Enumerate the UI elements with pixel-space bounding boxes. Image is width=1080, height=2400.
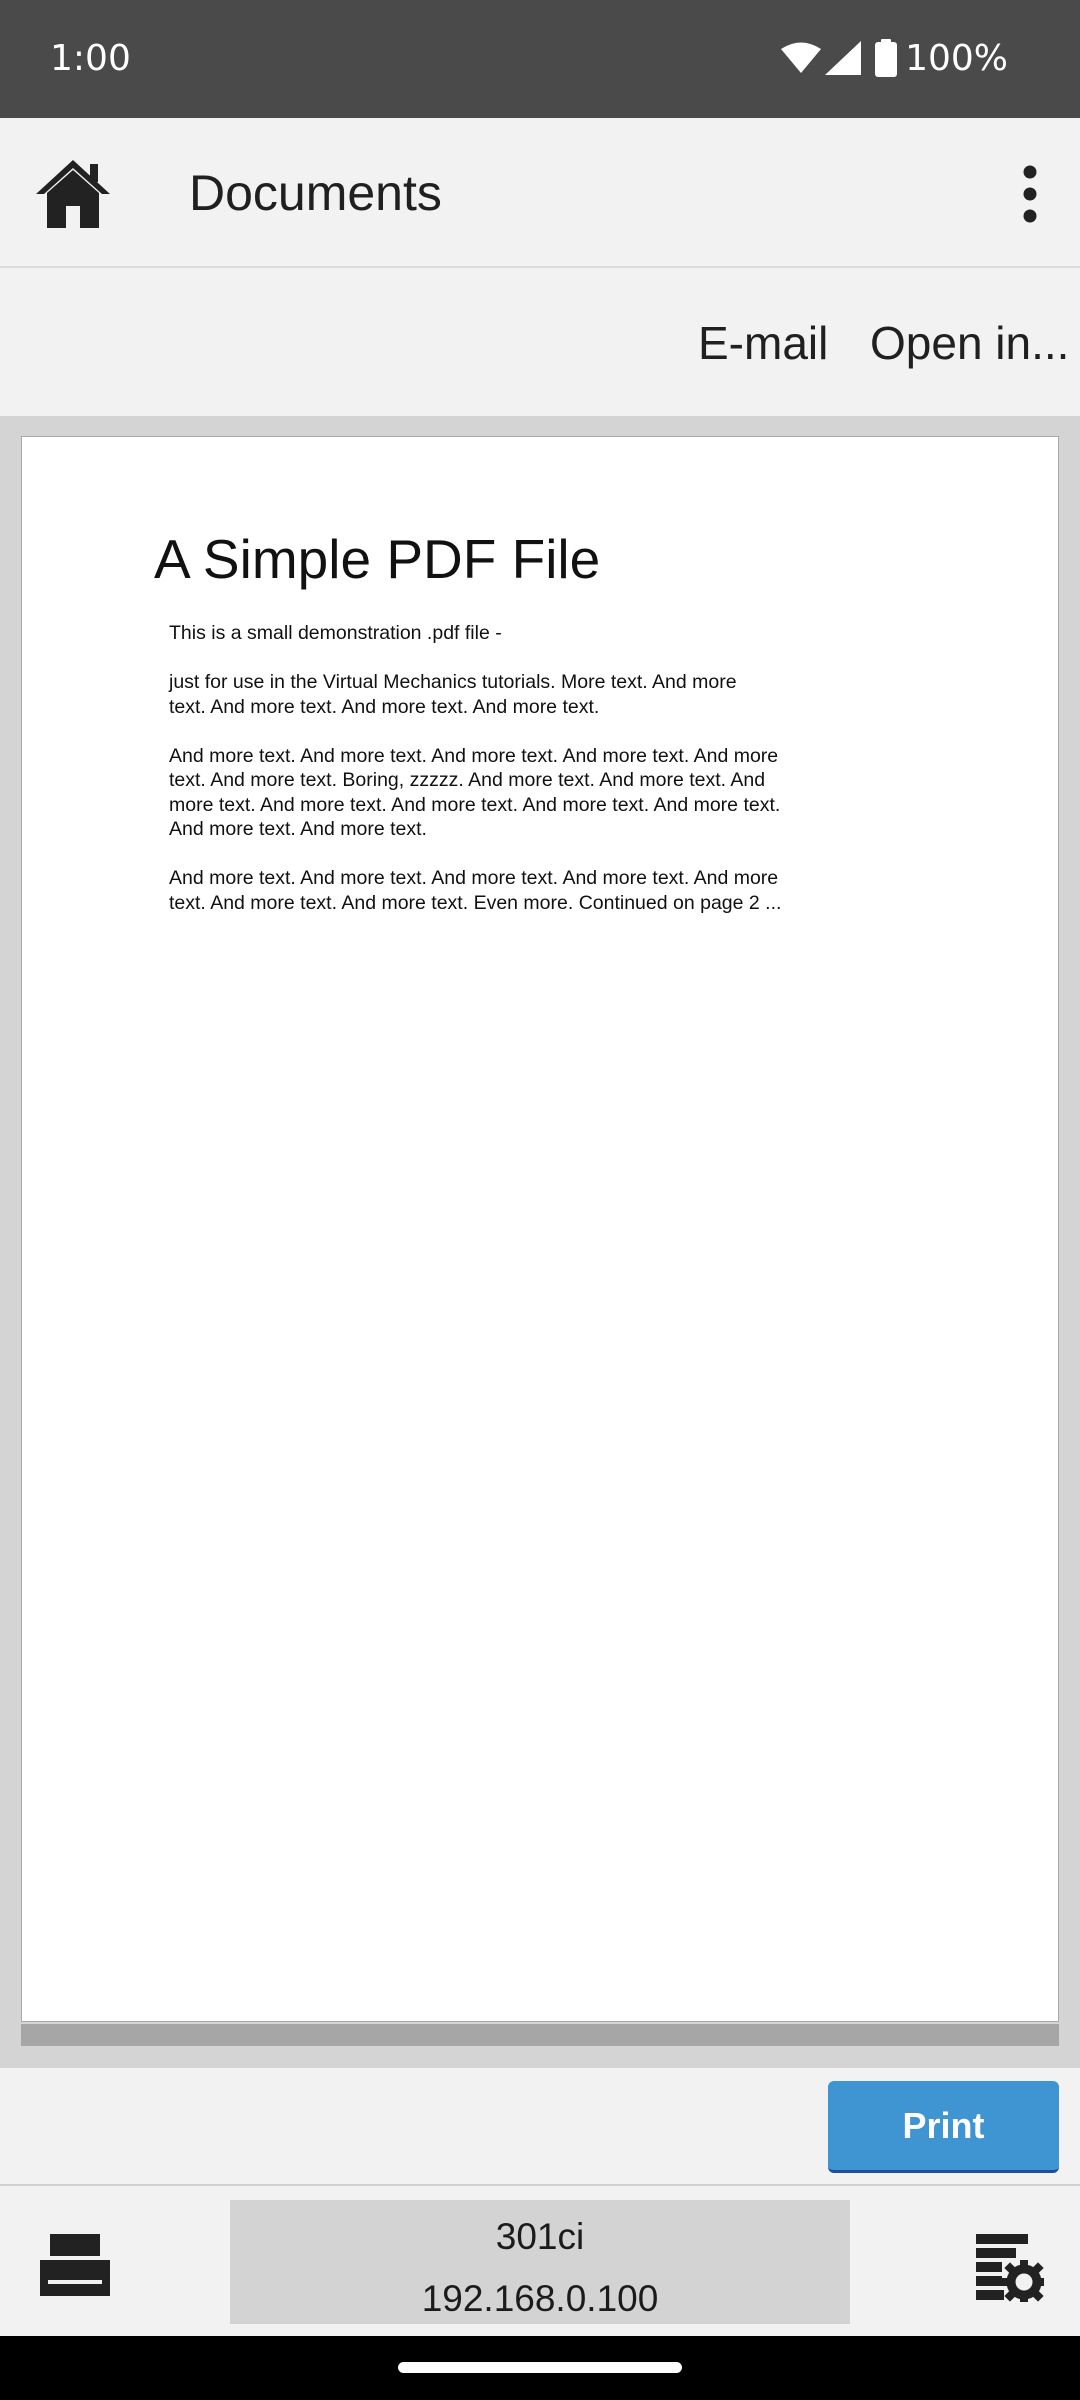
print-row [0, 2068, 1080, 2186]
email-button[interactable]: E-mail [698, 317, 829, 369]
pdf-paragraph: And more text. And more text. And more text. And more text. And more text. And more text. Boring, zzzzz. And more text. And more text. And more text. And more text. And more text. And more text. And more text. And more text. And more text. [169, 744, 781, 840]
battery-percent: 100% [905, 37, 1008, 79]
wifi-icon [781, 42, 821, 74]
status-time: 1:00 [50, 38, 131, 79]
document-preview[interactable] [0, 416, 1080, 2068]
page-title: Documents [189, 165, 442, 221]
more-options-button[interactable] [1010, 162, 1050, 226]
pdf-paragraph: And more text. And more text. And more text. And more text. And more text. And more text. And more text. Even more. Continued on page 2 ... [169, 867, 782, 914]
printer-name: 301ci [495, 2216, 585, 2257]
print-button[interactable]: Print [828, 2081, 1059, 2173]
app-bar [0, 118, 1080, 268]
status-bar [0, 0, 1080, 118]
printer-bar [0, 2188, 1080, 2336]
printer-ip: 192.168.0.100 [421, 2278, 659, 2319]
pdf-body [169, 621, 889, 940]
home-button[interactable] [34, 156, 112, 230]
pdf-paragraph: just for use in the Virtual Mechanics tutorials. More text. And more text. And more text. And more text. And more text. [169, 671, 737, 718]
open-in-button[interactable]: Open in... [870, 317, 1070, 369]
page-scroll-indicator [21, 2024, 1059, 2046]
pdf-title: A Simple PDF File [154, 528, 601, 590]
pdf-page[interactable] [21, 436, 1059, 2022]
printer-settings-icon [972, 2230, 1044, 2302]
pdf-paragraph: This is a small demonstration .pdf file - [169, 622, 502, 644]
gesture-handle[interactable] [398, 2362, 682, 2373]
selected-printer[interactable] [230, 2200, 850, 2324]
home-icon [34, 156, 112, 230]
status-icons [781, 36, 1008, 80]
signal-icon [825, 41, 861, 75]
action-row [0, 270, 1080, 416]
battery-icon [875, 39, 897, 77]
printer-icon [38, 2230, 112, 2298]
printer-button[interactable] [38, 2230, 112, 2298]
more-vert-icon [1010, 162, 1050, 226]
navigation-bar [0, 2336, 1080, 2400]
printer-settings-button[interactable] [972, 2230, 1044, 2302]
